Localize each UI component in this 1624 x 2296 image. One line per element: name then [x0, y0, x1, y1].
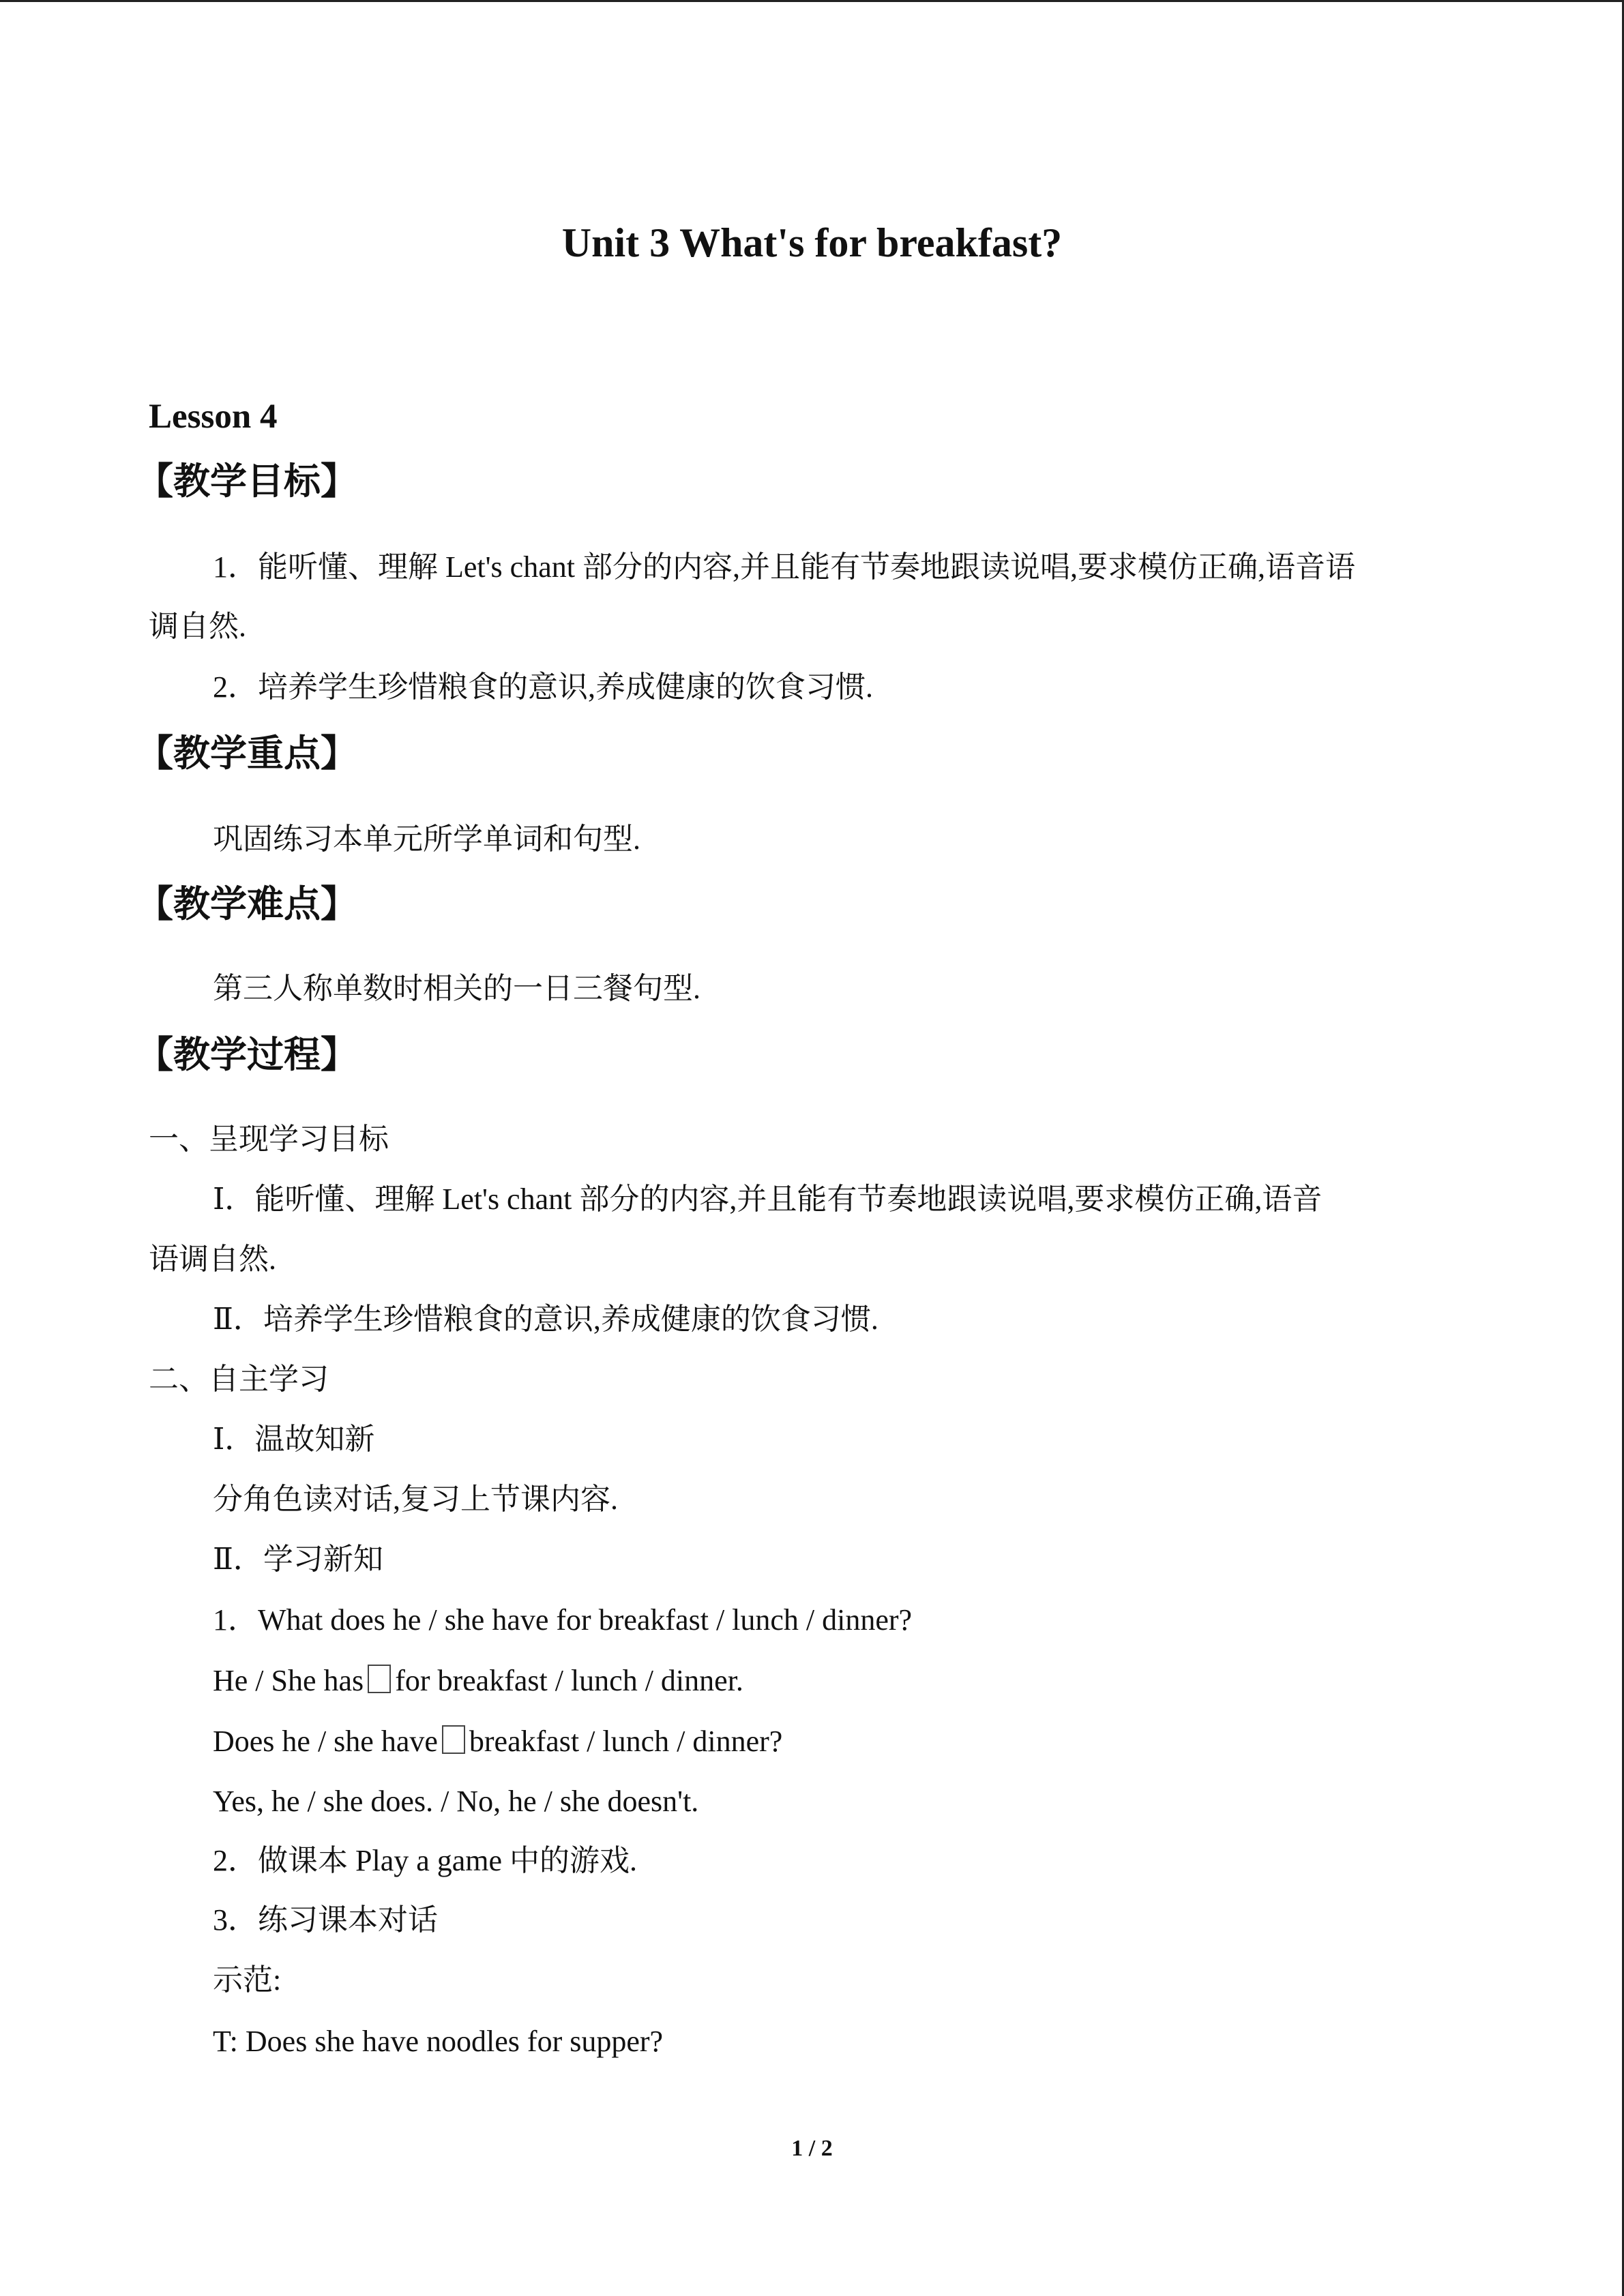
- answer-2-pre: Does he / she have: [213, 1725, 438, 1758]
- page-number: 1 / 2: [791, 2136, 833, 2161]
- answer-1-pre: He / She has: [213, 1664, 364, 1697]
- blank-box: [442, 1725, 465, 1754]
- difficulties-heading: 【教学难点】: [136, 882, 357, 925]
- sub1-title: Ⅰ．温故知新: [213, 1422, 375, 1456]
- process-heading: 【教学过程】: [136, 1033, 357, 1076]
- process-part1-title: 一、呈现学习目标: [149, 1122, 389, 1156]
- difficulties-text: 第三人称单数时相关的一日三餐句型.: [213, 972, 700, 1005]
- process-part1-item1: Ⅰ．能听懂、理解 Let's chant 部分的内容,并且能有节奏地跟读说唱,要求模仿正确,语音: [213, 1182, 1323, 1216]
- process-part1-item1-cont: 语调自然.: [149, 1242, 276, 1276]
- objective-item-1: 1．能听懂、理解 Let's chant 部分的内容,并且能有节奏地跟读说唱,要求模仿正确,语音语: [213, 550, 1355, 584]
- process-part2-title: 二、自主学习: [149, 1362, 329, 1396]
- answer-line-1: [213, 1661, 743, 1701]
- document-title: Unit 3 What's for breakfast?: [561, 220, 1063, 265]
- lesson-heading: Lesson 4: [149, 398, 278, 436]
- objective-item-2: 2．培养学生珍惜粮食的意识,养成健康的饮食习惯.: [213, 670, 873, 704]
- answer-line-3: Yes, he / she does. / No, he / she doesn't.: [213, 1785, 699, 1818]
- sub2-title: Ⅱ．学习新知: [213, 1542, 383, 1576]
- objective-item-1-cont: 调自然.: [149, 610, 246, 643]
- demo-label: 示范:: [213, 1963, 282, 1997]
- key-points-text: 巩固练习本单元所学单词和句型.: [213, 822, 640, 856]
- top-border: [0, 0, 1624, 2]
- blank-box: [368, 1665, 391, 1693]
- objectives-heading: 【教学目标】: [136, 460, 357, 503]
- answer-2-post: breakfast / lunch / dinner?: [469, 1725, 783, 1758]
- question-2: 2．做课本 Play a game 中的游戏.: [213, 1844, 638, 1877]
- answer-line-2: [213, 1722, 782, 1761]
- demo-line: T: Does she have noodles for supper?: [213, 2025, 664, 2058]
- sub1-text: 分角色读对话,复习上节课内容.: [213, 1482, 618, 1516]
- question-3: 3．练习课本对话: [213, 1903, 438, 1937]
- process-part1-item2: Ⅱ．培养学生珍惜粮食的意识,养成健康的饮食习惯.: [213, 1302, 879, 1336]
- answer-1-post: for breakfast / lunch / dinner.: [395, 1664, 743, 1697]
- key-points-heading: 【教学重点】: [136, 732, 357, 775]
- question-1: 1．What does he / she have for breakfast / lunch / dinner?: [213, 1603, 913, 1637]
